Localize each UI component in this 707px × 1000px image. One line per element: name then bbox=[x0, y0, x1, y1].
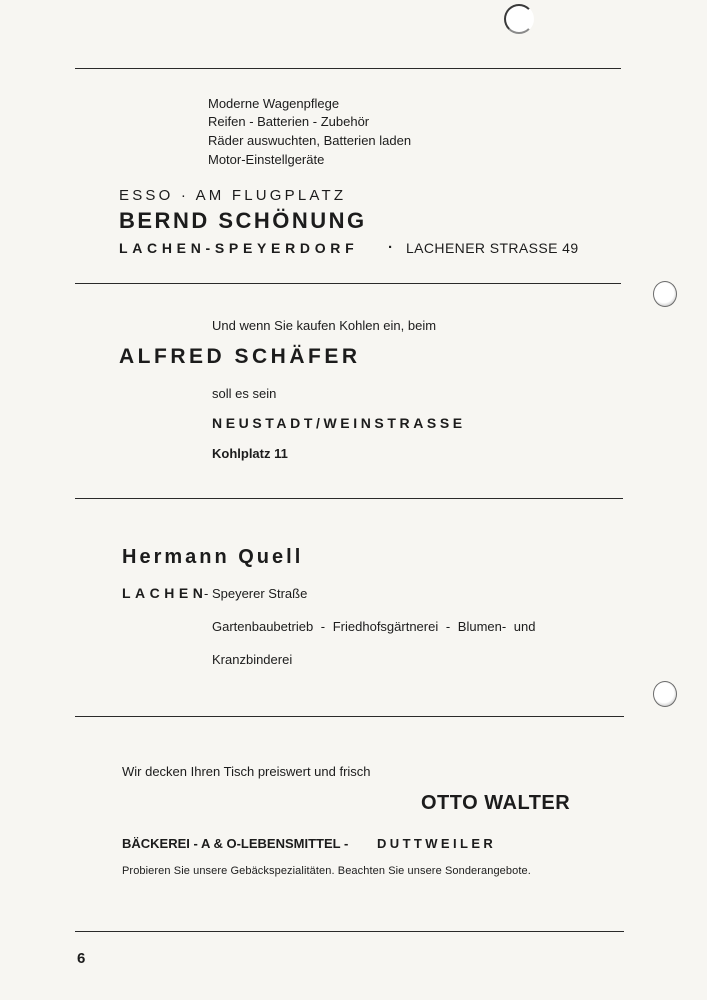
description-line: Kranzbinderei bbox=[212, 652, 293, 667]
business-name: Hermann Quell bbox=[122, 546, 304, 568]
owner-name: BERND SCHÖNUNG bbox=[119, 208, 367, 233]
service-line: Moderne Wagenpflege bbox=[208, 96, 340, 111]
station-name: ESSO · AM FLUGPLATZ bbox=[119, 187, 347, 204]
punch-hole-upper bbox=[653, 281, 677, 307]
slogan-line-2: soll es sein bbox=[212, 386, 277, 401]
promo-note: Probieren Sie unsere Gebäckspezialitäten. Beachten Sie unsere Sonderangebote. bbox=[122, 865, 531, 877]
merchant-name: ALFRED SCHÄFER bbox=[119, 345, 361, 368]
divider-top bbox=[75, 68, 621, 69]
street-address: - Speyerer Straße bbox=[204, 586, 308, 601]
service-line: Reifen - Batterien - Zubehör bbox=[208, 114, 370, 129]
town-name: DUTTWEILER bbox=[377, 836, 497, 851]
street-address: Kohlplatz 11 bbox=[212, 446, 288, 461]
town-name: LACHEN-SPEYERDORF bbox=[119, 240, 359, 256]
description-line: Gartenbaubetrieb - Friedhofsgärtnerei - Blumen- und bbox=[212, 619, 536, 634]
punch-hole-lower bbox=[653, 681, 677, 707]
city-name: NEUSTADT/WEINSTRASSE bbox=[212, 415, 466, 431]
slogan-line: Wir decken Ihren Tisch preiswert und frisch bbox=[122, 764, 371, 779]
divider-1 bbox=[75, 283, 621, 284]
service-line: Motor-Einstellgeräte bbox=[208, 152, 325, 167]
page-number: 6 bbox=[77, 950, 86, 967]
slogan-line: Und wenn Sie kaufen Kohlen ein, beim bbox=[212, 318, 437, 333]
divider-bottom bbox=[75, 931, 624, 932]
street-address: LACHENER STRASSE 49 bbox=[406, 240, 579, 256]
service-line: Räder auswuchten, Batterien laden bbox=[208, 133, 412, 148]
punch-hole-top bbox=[504, 4, 534, 34]
business-type: BÄCKEREI - A & O-LEBENSMITTEL - bbox=[122, 836, 349, 851]
divider-3 bbox=[75, 716, 624, 717]
divider-2 bbox=[75, 498, 623, 499]
separator-dot: · bbox=[388, 239, 393, 256]
bakery-owner: OTTO WALTER bbox=[421, 792, 571, 814]
town-name: LACHEN bbox=[122, 585, 208, 601]
